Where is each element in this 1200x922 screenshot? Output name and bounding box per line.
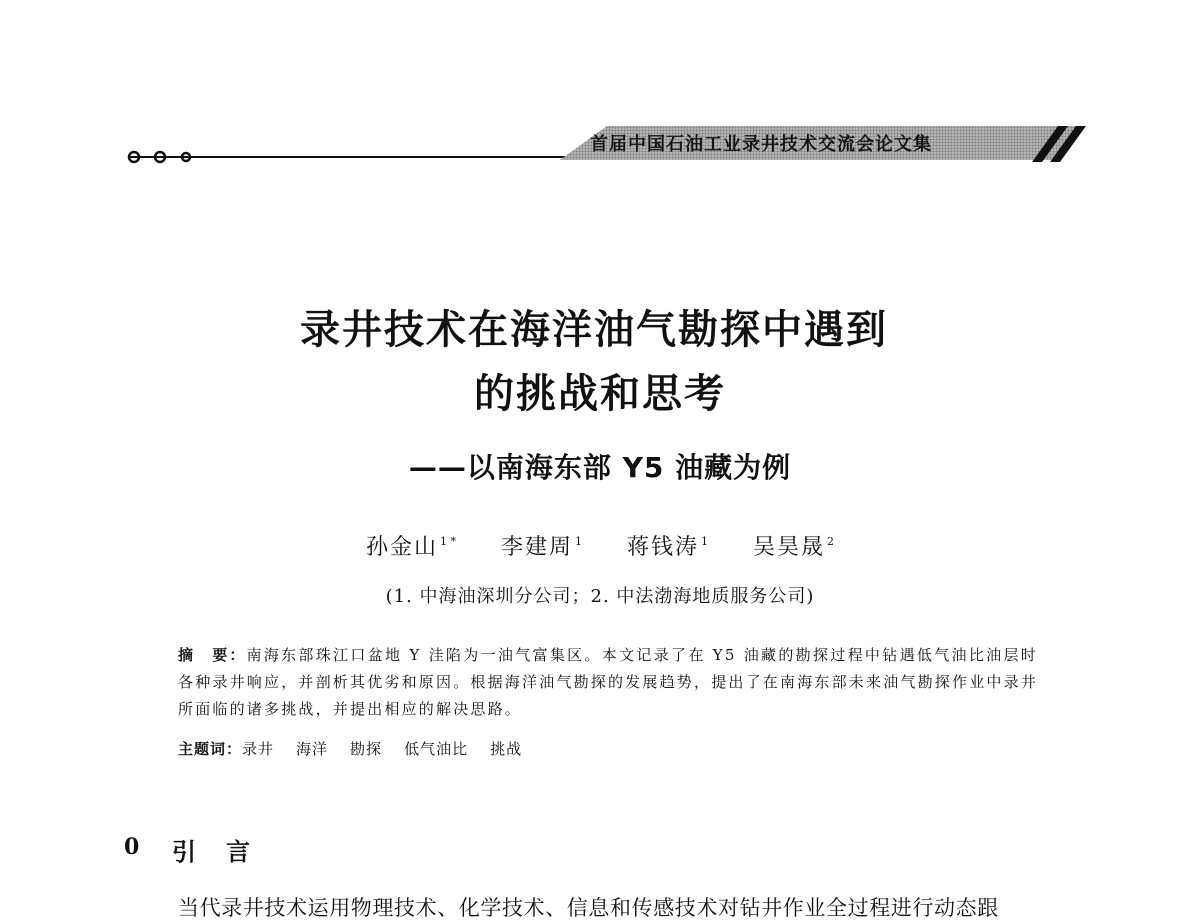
keywords [178, 738, 1038, 759]
author: 蒋钱涛 $^1$ [627, 535, 709, 560]
paper-title-line-2: 的挑战和思考 [474, 371, 726, 417]
section-number: 0 [124, 834, 140, 860]
body-paragraph: 当代录井技术运用物理技术、化学技术、信息和传感技术对钻井作业全过程进行动态跟 [178, 896, 999, 920]
abstract [178, 642, 1038, 723]
keyword: 录井 [242, 740, 275, 758]
abstract-text: 南海东部珠江口盆地 Y 洼陷为一油气富集区。本文记录了在 Y5 油藏的勘探过程中钻遇低气油比油层时各种录井响应，并剖析其优劣和原因。根据海洋油气勘探的发展趋势，提出了在南海东部未来油气勘探作业中录井所面临的诸多挑战，并提出相应的解决思路。 [178, 646, 1039, 718]
paper-subtitle: ——以南海东部 Y5 油藏为例 [408, 451, 792, 484]
keyword: 低气油比 [404, 740, 469, 758]
running-header: 首届中国石油工业录井技术交流会论文集 [590, 134, 932, 155]
section-title: 引言 [172, 838, 280, 866]
keyword: 挑战 [490, 740, 523, 758]
paper-title-line-1: 录井技术在海洋油气勘探中遇到 [300, 307, 888, 353]
author: 孙金山 $^{1 *}$ [365, 535, 456, 560]
header-rule [130, 156, 600, 158]
keyword: 勘探 [350, 740, 383, 758]
keyword: 海洋 [296, 740, 329, 758]
author: 吴昊晟 $^2$ [753, 535, 835, 560]
header-slash-ornament [1010, 124, 1090, 164]
affiliations: (1. 中海油深圳分公司；2. 中法渤海地质服务公司) [385, 586, 815, 607]
abstract-label: 摘 要： [178, 646, 247, 664]
author-list [0, 530, 1200, 561]
author: 李建周 $^1$ [500, 535, 582, 560]
keywords-label: 主题词： [178, 740, 243, 758]
